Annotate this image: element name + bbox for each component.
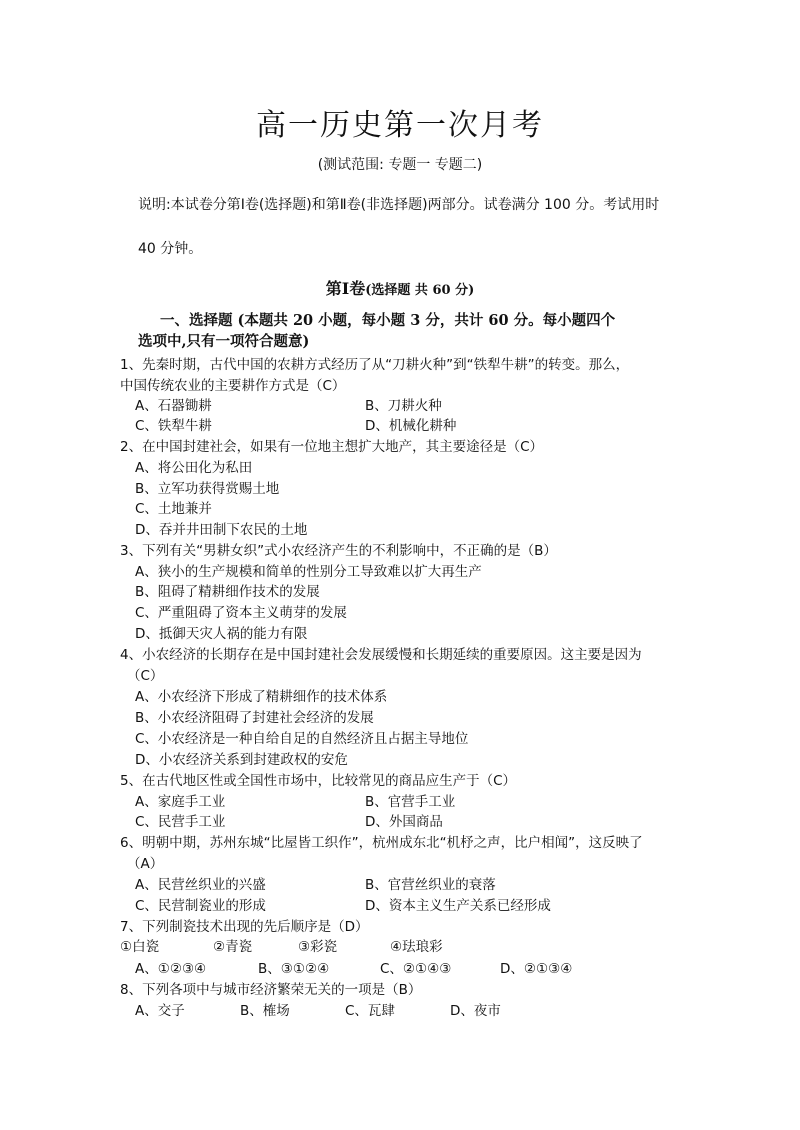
question-7-item-2: ②青瓷: [213, 939, 253, 955]
exam-note-line-2: 40 分钟。: [138, 241, 203, 257]
question-5-option-a: A、家庭手工业: [135, 794, 226, 810]
question-5-stem: 5、在古代地区性或全国性市场中，比较常见的商品应生产于（C）: [120, 773, 517, 789]
question-8-option-c: C、瓦肆: [345, 1003, 395, 1019]
question-3-stem: 3、下列有关“男耕女织”式小农经济产生的不利影响中，不正确的是（B）: [120, 543, 557, 559]
question-1-option-d: D、机械化耕种: [365, 418, 457, 434]
section-title-sub: (选择题 共 60 分): [365, 283, 475, 298]
question-2-option-b: B、立军功获得赏赐土地: [135, 481, 280, 497]
question-4-option-d: D、小农经济关系到封建政权的安危: [135, 752, 348, 768]
question-3-option-a: A、狭小的生产规模和简单的性别分工导致难以扩大再生产: [135, 564, 482, 580]
question-7-option-a: A、①②③④: [135, 961, 207, 977]
question-1-stem-line-1: 1、先秦时期，古代中国的农耕方式经历了从“刀耕火种”到“铁犁牛耕”的转变。那么，: [120, 357, 630, 373]
question-6-stem-line-2: （A）: [127, 856, 164, 872]
question-5-option-c: C、民营手工业: [135, 814, 226, 830]
question-5-option-b: B、官营手工业: [365, 794, 456, 810]
question-3-option-b: B、阻碍了精耕细作技术的发展: [135, 584, 320, 600]
question-1-option-b: B、刀耕火种: [365, 398, 442, 414]
question-1-option-a: A、石器锄耕: [135, 398, 212, 414]
question-4-option-a: A、小农经济下形成了精耕细作的技术体系: [135, 689, 388, 705]
question-8-stem: 8、下列各项中与城市经济繁荣无关的一项是（B）: [120, 982, 422, 998]
question-6-option-c: C、民营制瓷业的形成: [135, 898, 266, 914]
question-2-stem: 2、在中国封建社会，如果有一位地主想扩大地产，其主要途径是（C）: [120, 439, 544, 455]
section-instructions-line-2: 选项中,只有一项符合题意): [138, 333, 310, 350]
question-4-option-b: B、小农经济阻碍了封建社会经济的发展: [135, 710, 374, 726]
section-instructions-line-1: 一、选择题 (本题共 20 小题，每小题 3 分，共计 60 分。每小题四个: [160, 312, 616, 329]
question-2-option-c: C、土地兼并: [135, 501, 212, 517]
question-1-option-c: C、铁犁牛耕: [135, 418, 212, 434]
question-3-option-c: C、严重阻碍了资本主义萌芽的发展: [135, 605, 347, 621]
question-4-stem-line-1: 4、小农经济的长期存在是中国封建社会发展缓慢和长期延续的重要原因。这主要是因为: [120, 647, 642, 663]
question-7-stem: 7、下列制瓷技术出现的先后顺序是（D）: [120, 919, 369, 935]
question-7-option-b: B、③①②④: [258, 961, 330, 977]
question-4-option-c: C、小农经济是一种自给自足的自然经济且占据主导地位: [135, 731, 469, 747]
question-8-option-b: B、榷场: [240, 1003, 290, 1019]
section-title: [0, 276, 800, 299]
question-7-option-c: C、②①④③: [380, 961, 452, 977]
exam-scope: (测试范围: 专题一 专题二): [317, 157, 483, 173]
question-7-item-4: ④珐琅彩: [390, 939, 443, 955]
page-title: 高一历史第一次月考: [256, 108, 544, 143]
question-6-option-b: B、官营丝织业的衰落: [365, 877, 496, 893]
exam-note-line-1: 说明:本试卷分第Ⅰ卷(选择题)和第Ⅱ卷(非选择题)两部分。试卷满分 100 分。考试用时: [138, 197, 660, 213]
section-title-main: 第Ⅰ卷: [325, 279, 366, 298]
question-7-option-d: D、②①③④: [500, 961, 573, 977]
question-6-option-d: D、资本主义生产关系已经形成: [365, 898, 551, 914]
question-6-stem-line-1: 6、明朝中期，苏州东城“比屋皆工织作”，杭州成东北“机杼之声，比户相闻”，这反映了: [120, 835, 643, 851]
question-6-option-a: A、民营丝织业的兴盛: [135, 877, 266, 893]
question-1-stem-line-2: 中国传统农业的主要耕作方式是（C）: [120, 378, 346, 394]
question-7-item-1: ①白瓷: [120, 939, 160, 955]
question-3-option-d: D、抵御天灾人祸的能力有限: [135, 626, 308, 642]
question-4-stem-line-2: （C）: [127, 668, 164, 684]
question-2-option-a: A、将公田化为私田: [135, 460, 253, 476]
question-2-option-d: D、吞并井田制下农民的土地: [135, 522, 308, 538]
question-8-option-d: D、夜市: [450, 1003, 501, 1019]
question-7-item-3: ③彩瓷: [298, 939, 338, 955]
question-5-option-d: D、外国商品: [365, 814, 443, 830]
question-8-option-a: A、交子: [135, 1003, 185, 1019]
